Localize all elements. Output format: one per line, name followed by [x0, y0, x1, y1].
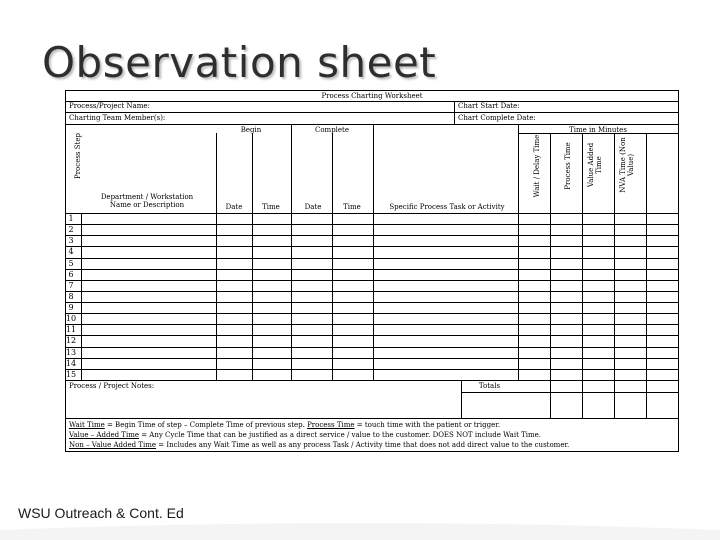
row-divider — [66, 302, 678, 303]
begin-label: Begin — [240, 126, 262, 134]
chart-start-date-label: Chart Start Date: — [458, 102, 520, 110]
row-number: 12 — [65, 336, 77, 346]
row-number: 11 — [65, 325, 77, 335]
row-divider — [66, 291, 678, 292]
complete-label: Complete — [314, 126, 350, 134]
row-divider — [66, 335, 678, 336]
worksheet-heading: Process Charting Worksheet — [321, 92, 423, 100]
footer-text: WSU Outreach & Cont. Ed — [18, 505, 184, 521]
row-divider — [66, 235, 678, 236]
row-number: 7 — [68, 280, 74, 290]
definition-value-added: Value – Added Time = Any Cycle Time that can be justified as a direct service / value to the customer. DOES NOT include Wait Time. — [69, 431, 542, 439]
row-divider — [66, 347, 678, 348]
page-title: Observation sheet — [42, 38, 437, 87]
process-charting-worksheet — [65, 90, 679, 452]
begin-time-label: Time — [262, 203, 280, 211]
activity-label: Specific Process Task or Activity — [389, 203, 505, 211]
row-number: 15 — [65, 369, 77, 379]
process-time-label: Process Time — [564, 142, 572, 190]
begin-date-label: Date — [225, 203, 243, 211]
row-divider — [66, 246, 678, 247]
process-step-label: Process Step — [74, 133, 82, 179]
row-number: 3 — [68, 236, 74, 246]
charting-team-label: Charting Team Member(s): — [69, 114, 166, 122]
footer-decoration — [0, 522, 720, 540]
nva-time-label: NVA Time (Non Value) — [619, 137, 635, 193]
wait-delay-time-label: Wait / Delay Time — [533, 134, 541, 198]
row-divider — [66, 313, 678, 314]
notes-label: Process / Project Notes: — [69, 382, 155, 390]
row-number: 9 — [68, 303, 74, 313]
row-number: 8 — [68, 291, 74, 301]
row-number: 6 — [68, 269, 74, 279]
chart-complete-date-label: Chart Complete Date: — [458, 114, 536, 122]
totals-label: Totals — [478, 382, 501, 390]
time-in-minutes-label: Time in Minutes — [569, 126, 627, 134]
row-divider — [66, 358, 678, 359]
row-divider — [66, 258, 678, 259]
department-label: Department / Workstation Name or Description — [100, 193, 194, 209]
value-added-time-label: Value Added Time — [587, 142, 603, 188]
complete-date-label: Date — [304, 203, 322, 211]
row-number: 13 — [65, 347, 77, 357]
row-divider — [66, 324, 678, 325]
row-number: 1 — [68, 214, 74, 223]
definition-wait-process: Wait Time = Begin Time of step – Complete Time of previous step. Process Time = touch time with the patient or trigger. — [69, 421, 501, 429]
row-number: 2 — [68, 225, 74, 235]
row-divider — [66, 269, 678, 270]
row-number: 10 — [65, 314, 77, 324]
definition-non-value-added: Non – Value Added Time = Includes any Wait Time as well as any process Task / Activity time that does not add direct value to the customer. — [69, 441, 570, 449]
row-number: 4 — [68, 247, 74, 257]
row-number: 14 — [65, 358, 77, 368]
row-divider — [66, 369, 678, 370]
row-number: 5 — [68, 258, 74, 268]
project-name-label: Process/Project Name: — [69, 102, 150, 110]
row-divider — [66, 224, 678, 225]
complete-time-label: Time — [343, 203, 361, 211]
row-divider — [66, 280, 678, 281]
